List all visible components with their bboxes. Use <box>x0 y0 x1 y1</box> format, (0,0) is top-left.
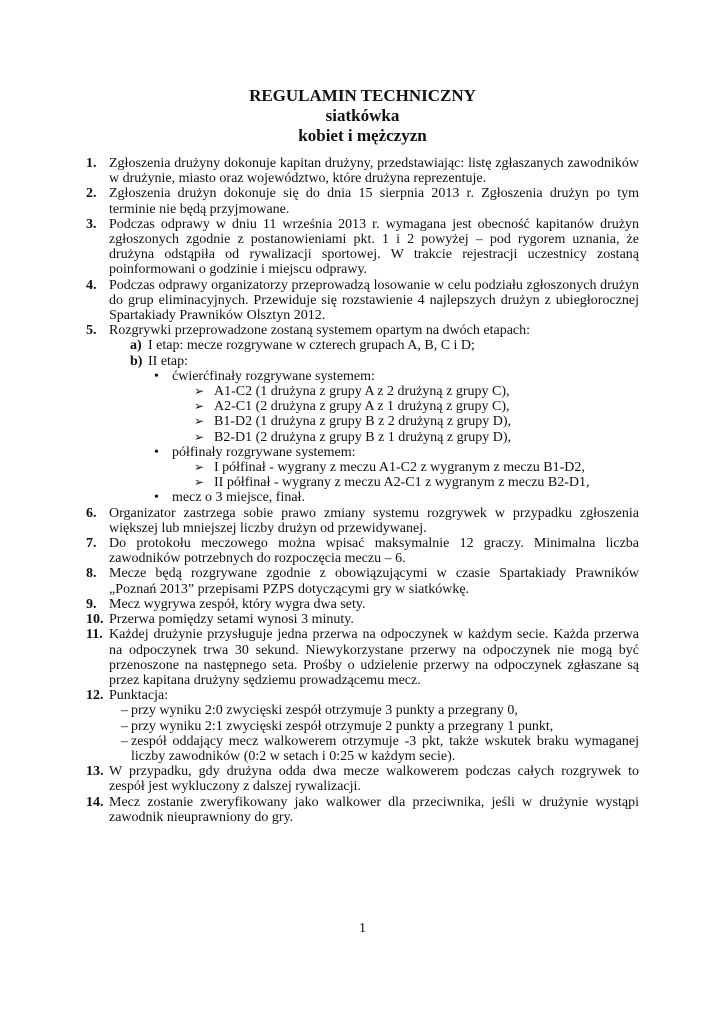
arrow-text: II półfinał - wygrany z meczu A2-C1 z wygranym z meczu B2-D1, <box>214 475 590 491</box>
rule-number: 7. <box>86 536 97 552</box>
scoring-line <box>86 703 639 718</box>
rule-text: Mecze będą rozgrywane zgodnie z obowiązującymi w czasie Spartakiady Prawników „Poznań 2013” przepisami PZPS dotyczącymi gry w siatkówkę. <box>109 566 639 597</box>
rule-number: 1. <box>86 156 97 171</box>
stage-text: I etap: mecze rozgrywane w czterech grupach A, B, C i D; <box>148 338 475 354</box>
scoring-text: przy wyniku 2:0 zwycięski zespół otrzymuje 3 punkty a przegrany 0, <box>131 703 518 719</box>
document-title <box>0 86 725 146</box>
rule-item-11 <box>86 627 639 688</box>
title-line-1: REGULAMIN TECHNICZNY <box>249 86 476 105</box>
dash-marker: – <box>121 733 128 749</box>
arrow-icon: ➢ <box>194 460 205 475</box>
rule-item-9 <box>86 597 639 612</box>
arrow-item <box>86 460 639 475</box>
arrow-text: A2-C1 (2 drużyna z grupy A z 1 drużyną z grupy C), <box>214 399 510 415</box>
rule-item-7 <box>86 536 639 566</box>
rule-number: 14. <box>86 794 104 810</box>
arrow-item <box>86 384 639 399</box>
rule-item-10 <box>86 612 639 627</box>
rule-number: 8. <box>86 566 97 582</box>
bullet-icon: • <box>154 490 159 506</box>
rule-text: Mecz wygrywa zespół, który wygra dwa sety. <box>109 596 366 612</box>
dash-marker: – <box>121 718 128 734</box>
arrow-item <box>86 430 639 445</box>
page-number: 1 <box>359 921 366 936</box>
rule-text: Podczas odprawy organizatorzy przeprowadzą losowanie w celu podziału zgłoszonych drużyn do grup eliminacyjnych. Przewiduje się rozstawienie 4 najlepszych drużyn z ubiegłorocznej Spartakiady Prawników Olsztyn 2012. <box>109 277 639 324</box>
bullet-final <box>86 490 639 505</box>
rule-text: Przerwa pomiędzy setami wynosi 3 minuty. <box>109 612 354 628</box>
arrow-text: B1-D2 (1 drużyna z grupy B z 2 drużyną z grupy D), <box>214 414 512 430</box>
bullet-icon: • <box>154 444 159 460</box>
rule-number: 5. <box>86 323 97 339</box>
rule-text: Zgłoszenia drużyny dokonuje kapitan drużyny, przedstawiając: listę zgłaszanych zawodników w drużynie, miasto oraz województwo, które drużyna reprezentuje. <box>109 156 639 187</box>
rule-text: Rozgrywki przeprowadzone zostaną systemem opartym na dwóch etapach: <box>109 323 531 339</box>
rule-item-8 <box>86 566 639 596</box>
rule-item-13 <box>86 764 639 794</box>
scoring-line <box>86 734 639 764</box>
rule-text: Każdej drużynie przysługuje jedna przerwa na odpoczynek w każdym secie. Każda przerwa na odpoczynek trwa 30 sekund. Niewykorzystane przerwy na odpoczynek nie mogą być przenoszone na następnego seta. Prośby o udzielenie przerwy na odpoczynek zgłaszane są przez kapitana drużyny sędziemu prowadzącemu mecz. <box>109 627 639 688</box>
rule-number: 2. <box>86 186 97 202</box>
arrow-icon: ➢ <box>194 414 205 429</box>
bullet-semifinals <box>86 445 639 460</box>
rule-text: W przypadku, gdy drużyna odda dwa mecze walkowerem podczas całych rozgrywek to zespół jest wykluczony z dalszej rywalizacji. <box>109 764 639 795</box>
bullet-icon: • <box>154 368 159 384</box>
arrow-text: B2-D1 (2 drużyna z grupy B z 1 drużyną z grupy D), <box>214 429 512 445</box>
regulations-body <box>86 156 639 825</box>
arrow-item <box>86 414 639 429</box>
rule-text: Punktacja: <box>109 688 169 704</box>
stage-label: a) <box>130 338 142 354</box>
rule-text: Mecz zostanie zweryfikowany jako walkower dla przeciwnika, jeśli w drużynie wystąpi zawodnik nieuprawniony do gry. <box>109 794 639 825</box>
arrow-icon: ➢ <box>194 475 205 490</box>
rule-text: Do protokołu meczowego można wpisać maksymalnie 12 graczy. Minimalna liczba zawodników potrzebnych do rozpoczęcia meczu – 6. <box>109 536 639 567</box>
bullet-text: mecz o 3 miejsce, finał. <box>172 490 305 506</box>
stage-text: II etap: <box>148 353 189 369</box>
rule-item-14 <box>86 795 639 825</box>
scoring-text: przy wyniku 2:1 zwycięski zespół otrzymuje 2 punkty a przegrany 1 punkt, <box>131 718 554 734</box>
rule-item-6 <box>86 506 639 536</box>
dash-marker: – <box>121 703 128 719</box>
rule-number: 6. <box>86 505 97 521</box>
rule-item-5 <box>86 323 639 338</box>
scoring-line <box>86 719 639 734</box>
rule-number: 11. <box>86 627 103 643</box>
rule-item-3 <box>86 217 639 278</box>
rule-text: Zgłoszenia drużyn dokonuje się do dnia 15 sierpnia 2013 r. Zgłoszenia drużyn po tym terminie nie będą przyjmowane. <box>109 186 639 217</box>
arrow-item <box>86 475 639 490</box>
stage-label: b) <box>130 353 143 369</box>
rule-number: 3. <box>86 216 97 232</box>
arrow-text: I półfinał - wygrany z meczu A1-C2 z wygranym z meczu B1-D2, <box>214 460 585 476</box>
rule-number: 12. <box>86 688 104 704</box>
rule-number: 13. <box>86 764 104 780</box>
arrow-icon: ➢ <box>194 429 205 444</box>
bullet-text: ćwierćfinały rozgrywane systemem: <box>172 368 375 384</box>
rule-number: 9. <box>86 596 97 612</box>
arrow-text: A1-C2 (1 drużyna z grupy A z 2 drużyną z grupy C), <box>214 384 510 400</box>
rule-item-12 <box>86 688 639 703</box>
rule-item-2 <box>86 186 639 216</box>
rule-number: 10. <box>86 612 104 628</box>
title-line-3: kobiet i mężczyzn <box>298 126 427 145</box>
arrow-icon: ➢ <box>194 399 205 414</box>
title-line-2: siatkówka <box>325 106 400 125</box>
arrow-icon: ➢ <box>194 384 205 399</box>
rule-item-1 <box>86 156 639 186</box>
bullet-text: półfinały rozgrywane systemem: <box>172 444 356 460</box>
rule-item-4 <box>86 278 639 324</box>
rule-text: Podczas odprawy w dniu 11 września 2013 r. wymagana jest obecność kapitanów drużyn zgłoszonych zgodnie z postanowieniami pkt. 1 i 2 powyżej – pod rygorem uznania, że drużyna odstąpiła od rywalizacji sportowej. W trakcie rejestracji uczestnicy zostaną poinformowani o godzinie i miejscu odprawy. <box>109 216 639 278</box>
stage-a <box>86 338 639 353</box>
rule-text: Organizator zastrzega sobie prawo zmiany systemu rozgrywek w przypadku zgłoszenia większej lub mniejszej liczby drużyn od przewidywanej. <box>109 505 639 536</box>
arrow-item <box>86 399 639 414</box>
rule-number: 4. <box>86 277 97 293</box>
scoring-text: zespół oddający mecz walkowerem otrzymuje -3 pkt, także wskutek braku wymaganej liczby zawodników (0:2 w setach i 0:25 w każdym secie). <box>131 733 639 764</box>
bullet-quarterfinals <box>86 369 639 384</box>
stage-b <box>86 354 639 369</box>
